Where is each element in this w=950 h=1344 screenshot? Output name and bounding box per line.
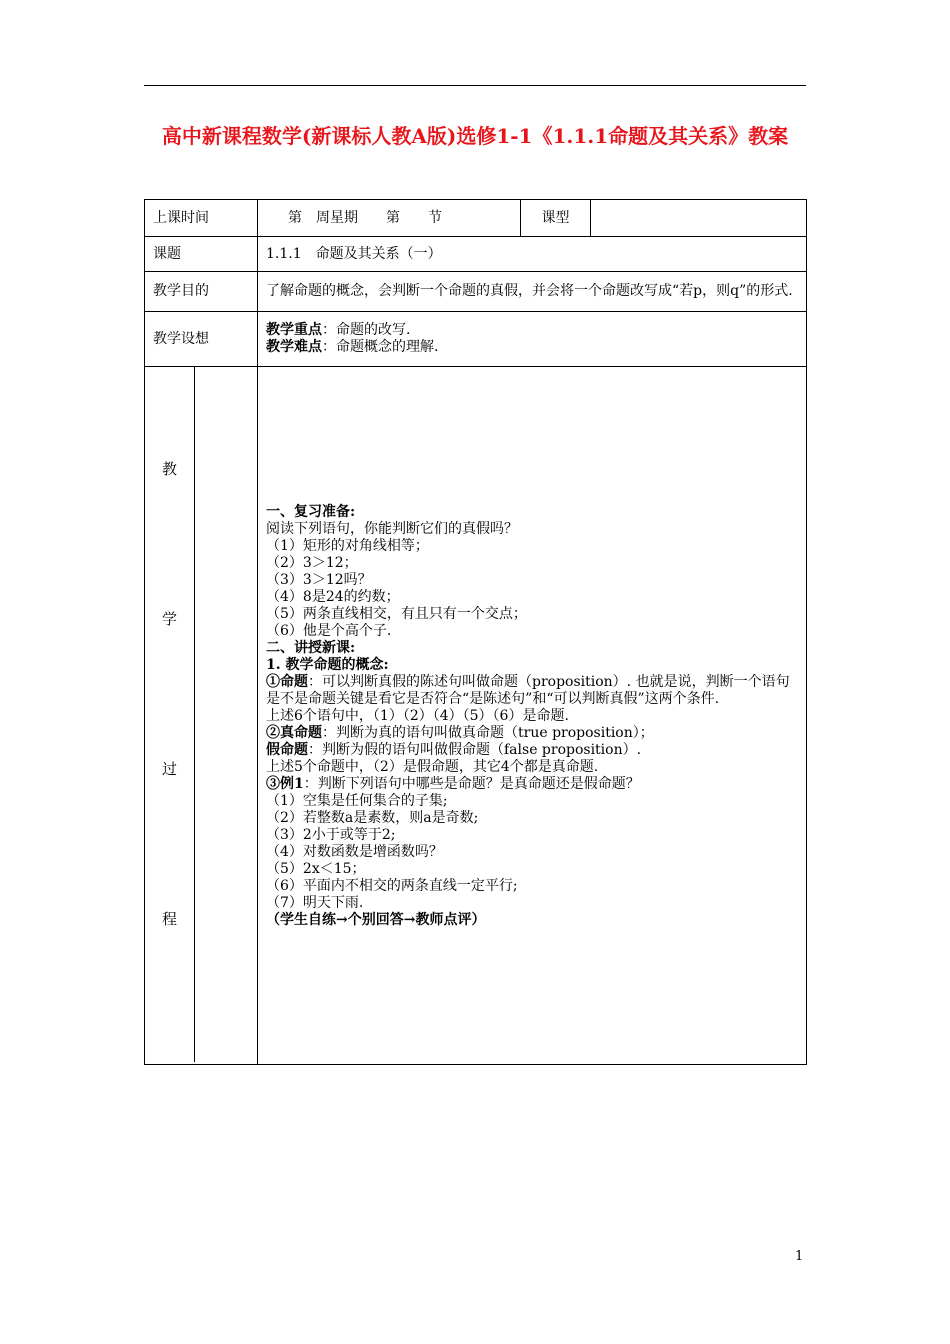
difficulty-text: ：命题概念的理解.	[322, 339, 439, 355]
goal-value: 了解命题的概念，会判断一个命题的真假，并会将一个命题改写成“若p，则q”的形式.	[258, 272, 807, 312]
section1-heading: 一、复习准备:	[266, 504, 356, 520]
side-char-3: 过	[161, 760, 177, 778]
key-point-label: 教学重点	[266, 322, 322, 338]
example-item: （4）对数函数是增函数吗？	[266, 844, 443, 860]
def3-label: 假命题	[266, 742, 308, 758]
example-item: （3）2小于或等于2;	[266, 827, 396, 843]
example-item: （2）若整数a是素数，则a是奇数;	[266, 810, 479, 826]
class-type-value	[591, 200, 807, 237]
def3-note: 上述5个命题中，（2）是假命题，其它4个都是真命题.	[266, 759, 599, 775]
class-type-label: 课型	[521, 200, 591, 237]
example-closing: （学生自练→个别回答→教师点评）	[266, 912, 486, 928]
example-item: （5）2x＜15；	[266, 861, 366, 877]
process-side-label	[145, 367, 258, 1065]
def3-text: ：判断为假的语句叫做假命题（false proposition）.	[308, 742, 642, 758]
section2-heading: 二、讲授新课:	[266, 640, 356, 656]
review-item: （4）8是24的约数；	[266, 589, 400, 605]
row-teaching-design	[145, 312, 807, 367]
lesson-plan-table	[144, 199, 807, 1065]
key-point-text: ：命题的改写.	[322, 322, 411, 338]
def1-text: ：可以判断真假的陈述句叫做命题（proposition）. 也就是说，判断一个语句是不是命题关键是看它是否符合“是陈述句”和“可以判断真假”这两个条件.	[266, 674, 790, 707]
example-item: （7）明天下雨.	[266, 895, 364, 911]
page-number: 1	[795, 1249, 804, 1264]
header-rule	[144, 85, 806, 86]
side-char-4: 程	[161, 910, 177, 928]
design-value	[258, 312, 807, 367]
row-teaching-goal	[145, 272, 807, 312]
topic-value: 1.1.1 命题及其关系（一）	[258, 237, 807, 272]
review-item: （3）3＞12吗？	[266, 572, 372, 588]
example-label: ③例1	[266, 776, 304, 792]
class-time-label: 上课时间	[145, 200, 258, 237]
row-class-time	[145, 200, 807, 237]
def2-label: ②真命题	[266, 725, 322, 741]
topic-label: 课题	[145, 237, 258, 272]
review-item: （5）两条直线相交，有且只有一个交点；	[266, 606, 527, 622]
difficulty-label: 教学难点	[266, 339, 322, 355]
example-text: ：判断下列语句中哪些是命题？是真命题还是假命题？	[303, 776, 640, 792]
design-label: 教学设想	[145, 312, 258, 367]
section1-intro: 阅读下列语句，你能判断它们的真假吗？	[266, 521, 518, 537]
document-title: 高中新课程数学(新课标人教A版)选修1-1《1.1.1命题及其关系》教案	[161, 124, 789, 148]
sub1-heading: 1. 教学命题的概念:	[266, 657, 389, 673]
row-teaching-process	[145, 367, 807, 1065]
process-content	[258, 367, 807, 1065]
class-time-value: 第 周星期 第 节	[258, 200, 521, 237]
example-item: （1）空集是任何集合的子集;	[266, 793, 448, 809]
def2-text: ：判断为真的语句叫做真命题（true proposition）；	[322, 725, 654, 741]
side-char-2: 学	[161, 610, 177, 628]
goal-label: 教学目的	[145, 272, 258, 312]
row-topic	[145, 237, 807, 272]
review-item: （2）3＞12；	[266, 555, 358, 571]
def1-label: ①命题	[266, 674, 308, 690]
review-item: （6）他是个高个子.	[266, 623, 392, 639]
def1-note: 上述6个语句中，（1）（2）（4）（5）（6）是命题.	[266, 708, 569, 724]
side-char-1: 教	[161, 460, 177, 478]
example-item: （6）平面内不相交的两条直线一定平行;	[266, 878, 518, 894]
review-item: （1）矩形的对角线相等；	[266, 538, 429, 554]
